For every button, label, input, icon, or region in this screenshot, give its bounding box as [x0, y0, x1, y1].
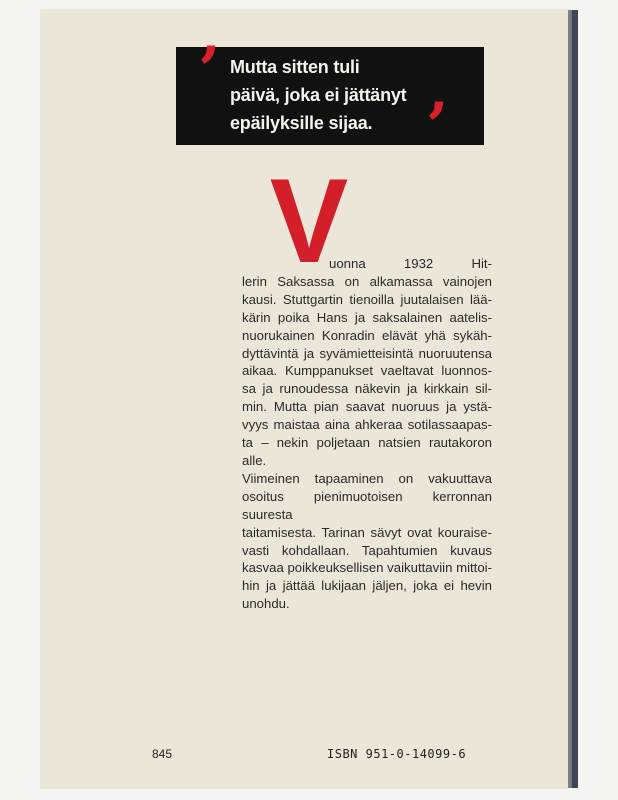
- text-line: aikaa. Kumppanukset vaeltavat luonnos-: [242, 363, 492, 379]
- text-line: taitamisesta. Tarinan sävyt ovat kouraise-: [242, 524, 492, 540]
- isbn-number: ISBN 951-0-14099-6: [327, 747, 467, 761]
- blurb-paragraph-2: [242, 470, 492, 613]
- text-line: hin ja jättää lukijaan jäljen, joka ei hevin: [242, 578, 492, 594]
- text-line: kärin poika Hans ja saksalainen aatelis-: [242, 309, 492, 325]
- back-cover: [40, 10, 568, 788]
- text-line: uonna 1932 Hit-: [329, 256, 492, 271]
- book-spine: [572, 10, 578, 788]
- blurb-text: [242, 255, 492, 613]
- open-quote-mark: ’: [198, 33, 221, 108]
- close-quote-mark: ’: [426, 89, 449, 164]
- quote-line: päivä, joka ei jättänyt: [230, 85, 407, 105]
- text-line: ta – nekin poljetaan natsien rautakoron: [242, 435, 492, 451]
- text-line: vasti kohdallaan. Tapahtumien kuvaus: [242, 542, 492, 558]
- text-line: alle.: [242, 452, 267, 468]
- text-line: min. Mutta pian saavat nuoruus ja ystä-: [242, 399, 492, 415]
- text-line: osoitus pienimuotoisen kerronnan suuresta: [242, 488, 492, 522]
- text-line: vyys maistaa aina ahkeraa sotilassaapas-: [242, 417, 492, 433]
- text-line: kasvaa poikkeuksellisen vaikuttaviin mittoi-: [242, 560, 492, 576]
- blurb-paragraph-1: [242, 255, 492, 470]
- text-line: sa ja runoudessa näkevin ja kirkkain sil-: [242, 381, 492, 397]
- drop-cap-letter: V: [269, 154, 349, 288]
- text-line: unohdu.: [242, 596, 290, 612]
- quote-line: Mutta sitten tuli: [230, 57, 360, 77]
- text-line: lerin Saksassa on alkamassa vainojen: [242, 273, 492, 289]
- quote-box: [176, 33, 484, 164]
- text-line: kausi. Stuttgartin tienoilla juutalaisen lää-: [242, 291, 492, 307]
- text-line: dyttävintä ja syvämietteisintä nuoruutensa: [242, 345, 492, 361]
- quote-line: epäilyksille sijaa.: [230, 113, 373, 133]
- text-line: nuorukainen Konradin elävät yhä sykäh-: [242, 327, 492, 343]
- product-code: 845: [152, 747, 173, 761]
- text-line: Viimeinen tapaaminen on vakuuttava: [242, 470, 492, 486]
